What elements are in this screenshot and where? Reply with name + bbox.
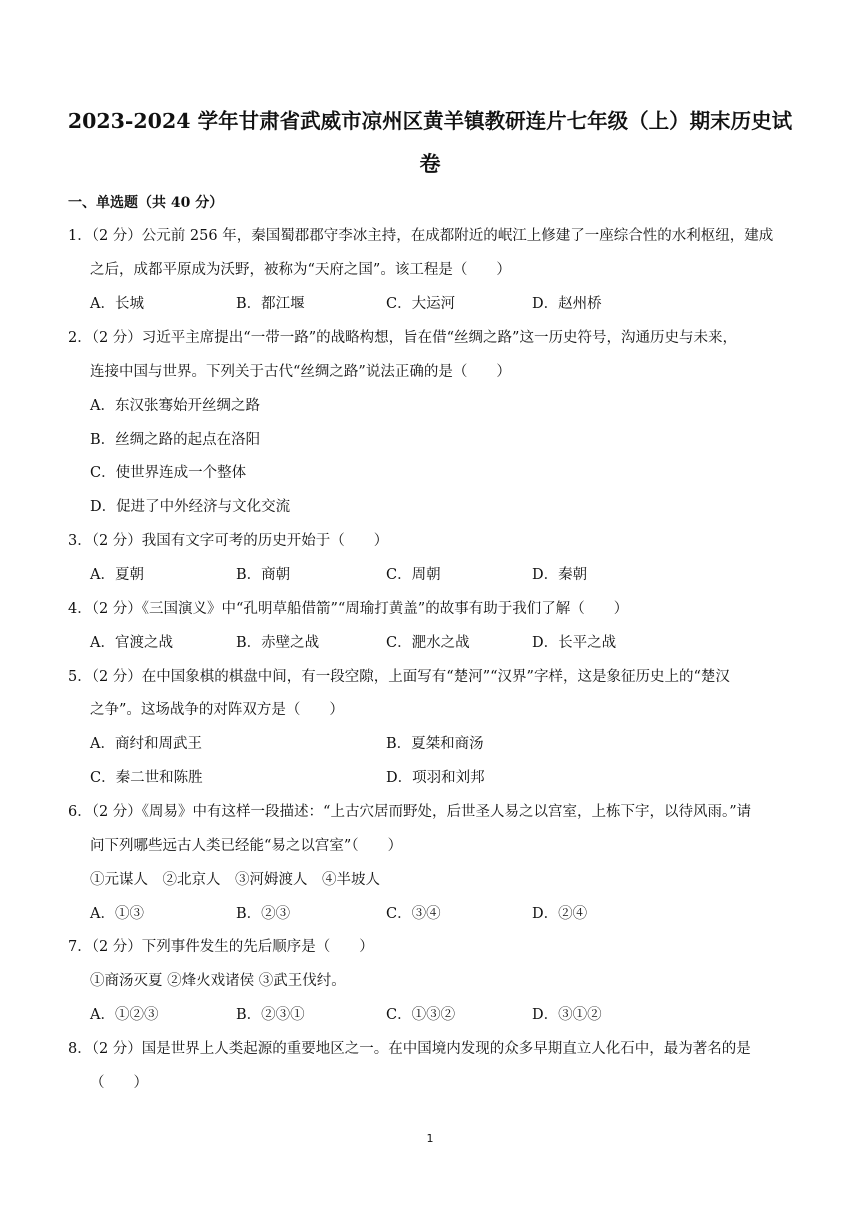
question-7-line-1: 7．（2 分）下列事件发生的先后顺序是（ ） <box>68 939 374 955</box>
question-5-line-2: 之争”。这场战争的对阵双方是（ ） <box>90 702 344 718</box>
question-1-line-2: 之后，成都平原成为沃野，被称为“天府之国”。该工程是（ ） <box>90 262 511 278</box>
question-1-option-a: A．长城 <box>90 296 144 312</box>
question-5-option-d: D．项羽和刘邦 <box>386 770 485 786</box>
question-5-option-b: B．夏桀和商汤 <box>386 736 484 752</box>
question-2-option-c: C．使世界连成一个整体 <box>90 465 247 481</box>
page-number: 1 <box>426 1132 434 1145</box>
question-8-line-1: 8．（2 分）国是世界上人类起源的重要地区之一。在中国境内发现的众多早期直立人化石中，最为著名的是 <box>68 1041 751 1057</box>
question-2-option-d: D．促进了中外经济与文化交流 <box>90 499 291 515</box>
question-8-line-2: （ ） <box>90 1075 148 1091</box>
question-4-option-d: D．长平之战 <box>532 635 617 651</box>
question-7-option-d: D．③①② <box>532 1007 602 1023</box>
question-4-line-1: 4．（2 分）《三国演义》中“孔明草船借箭”“周瑜打黄盖”的故事有助于我们了解（ ） <box>68 601 629 617</box>
question-7-option-c: C．①③② <box>386 1007 456 1023</box>
question-3-line-1: 3．（2 分）我国有文字可考的历史开始于（ ） <box>68 533 389 549</box>
question-6-option-a: A．①③ <box>90 906 144 922</box>
question-3-option-d: D．秦朝 <box>532 567 588 583</box>
question-3-option-c: C．周朝 <box>386 567 441 583</box>
question-6-line-2: 问下列哪些远古人类已经能“易之以宫室”（ ） <box>90 838 403 854</box>
question-2-line-2: 连接中国与世界。下列关于古代“丝绸之路”说法正确的是（ ） <box>90 364 511 380</box>
question-6-line-1: 6．（2 分）《周易》中有这样一段描述：“上古穴居而野处，后世圣人易之以宫室，上栋下宇，以待风雨。”请 <box>68 804 752 820</box>
question-2-line-1: 2．（2 分）习近平主席提出“一带一路”的战略构想，旨在借“丝绸之路”这一历史符号，沟通历史与未来， <box>68 330 737 346</box>
question-7-items: ①商汤灭夏 ②烽火戏诸侯 ③武王伐纣。 <box>90 973 346 989</box>
question-6-option-c: C．③④ <box>386 906 441 922</box>
question-5-option-a: A．商纣和周武王 <box>90 736 202 752</box>
question-7-option-b: B．②③① <box>236 1007 305 1023</box>
question-3-option-b: B．商朝 <box>236 567 291 583</box>
question-1-option-b: B．都江堰 <box>236 296 305 312</box>
question-4-option-a: A．官渡之战 <box>90 635 173 651</box>
question-5-line-1: 5．（2 分）在中国象棋的棋盘中间，有一段空隙，上面写有“楚河”“汉界”字样，这是象征历史上的“楚汉 <box>68 669 730 685</box>
question-2-option-b: B．丝绸之路的起点在洛阳 <box>90 432 261 448</box>
page-title-continued: 卷 <box>419 151 441 176</box>
page-title: 2023-2024 学年甘肃省武威市凉州区黄羊镇教研连片七年级（上）期末历史试 <box>67 109 793 133</box>
section-heading: 一、单选题（共 40 分） <box>68 195 224 211</box>
question-1-line-1: 1．（2 分）公元前 256 年，秦国蜀郡郡守李冰主持，在成都附近的岷江上修建了一座综合性的水利枢纽，建成 <box>68 228 774 244</box>
question-6-items: ①元谋人 ②北京人 ③河姆渡人 ④半坡人 <box>90 872 380 888</box>
question-4-option-b: B．赤壁之战 <box>236 635 320 651</box>
question-1-option-d: D．赵州桥 <box>532 296 602 312</box>
question-1-option-c: C．大运河 <box>386 296 456 312</box>
question-2-option-a: A．东汉张骞始开丝绸之路 <box>90 398 260 414</box>
question-6-option-d: D．②④ <box>532 906 588 922</box>
question-6-option-b: B．②③ <box>236 906 291 922</box>
question-4-option-c: C．淝水之战 <box>386 635 470 651</box>
question-7-option-a: A．①②③ <box>90 1007 159 1023</box>
question-3-option-a: A．夏朝 <box>90 567 144 583</box>
question-5-option-c: C．秦二世和陈胜 <box>90 770 203 786</box>
